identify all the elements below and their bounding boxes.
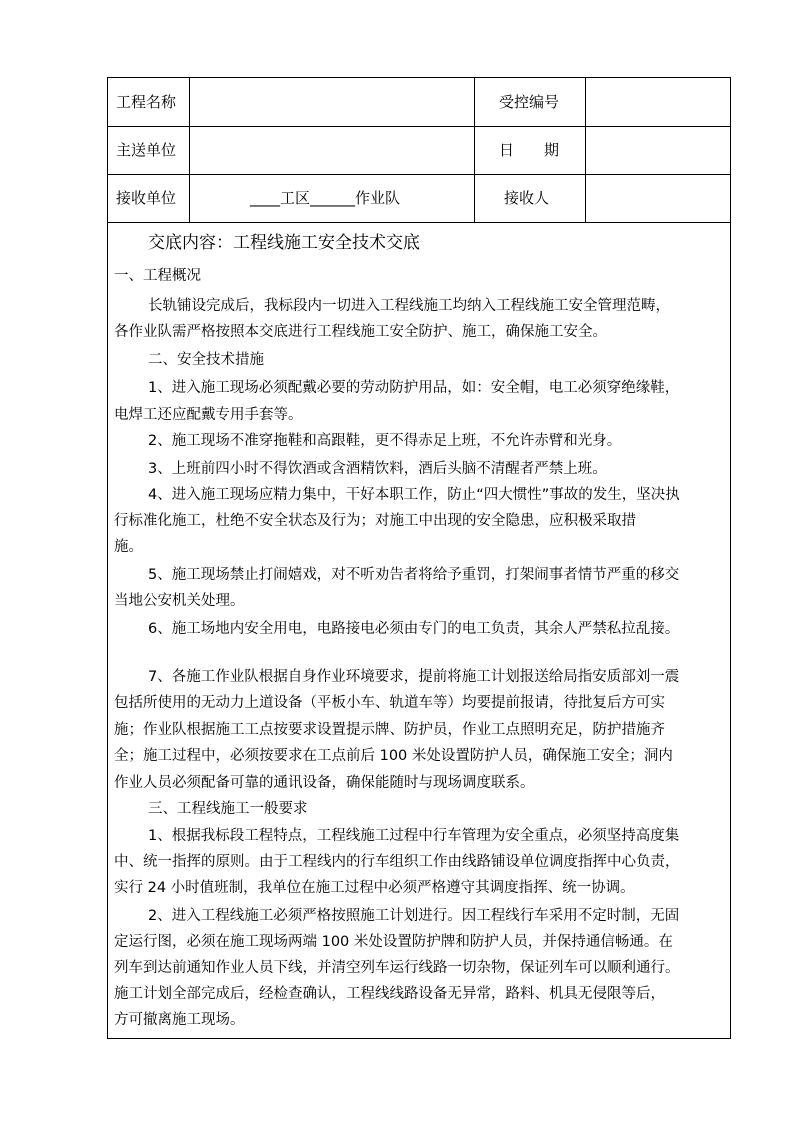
paragraph-line: 2、进入工程线施工必须严格按照施工计划进行。因工程线行车采用不定时制，无固 <box>148 908 680 924</box>
row-divider <box>108 222 730 223</box>
paragraph-line: 1、根据我标段工程特点，工程线施工过程中行车管理为安全重点，必须坚持高度集 <box>148 828 680 844</box>
paragraph-line: 7、各施工作业队根据自身作业环境要求，提前将施工计划报送给局指安质部刘一震 <box>148 669 680 685</box>
column-divider <box>189 78 190 222</box>
section-heading: 一、工程概况 <box>114 268 201 284</box>
receiver-label: 接收人 <box>504 189 550 207</box>
column-divider <box>474 78 475 222</box>
project-name-label: 工程名称 <box>116 93 177 111</box>
row-divider <box>108 174 730 175</box>
paragraph-line: 列车到达前通知作业人员下线，并清空列车运行线路一切杂物，保证列车可以顺利通行。 <box>114 960 680 976</box>
section-heading: 二、安全技术措施 <box>148 352 264 368</box>
receive-unit-value[interactable]: ____工区______作业队 <box>250 189 401 207</box>
paragraph-line: 6、施工场地内安全用电，电路接电必须由专门的电工负责，其余人严禁私拉乱接。 <box>148 621 680 637</box>
paragraph-line: 2、施工现场不准穿拖鞋和高跟鞋，更不得赤足上班，不允许赤臂和光身。 <box>148 433 622 449</box>
paragraph-line: 施工计划全部完成后，经检查确认，工程线线路设备无异常，路料、机具无侵限等后， <box>114 986 665 1002</box>
date-label: 日 期 <box>499 141 560 159</box>
paragraph-line: 包括所使用的无动力上道设备（平板小车、轨道车等）均要提前报请，待批复后方可实 <box>114 695 665 711</box>
paragraph-line: 作业人员必须配备可靠的通讯设备，确保能随时与现场调度联系。 <box>114 775 535 791</box>
paragraph-line: 4、进入施工现场应精力集中，干好本职工作，防止“四大惯性”事故的发生，坚决执 <box>148 487 680 503</box>
paragraph-line: 施。 <box>114 539 143 555</box>
receive-unit-label: 接收单位 <box>116 189 177 207</box>
paragraph-line: 定运行图，必须在施工现场两端 100 米处设置防护牌和防护人员，并保持通信畅通。在 <box>114 934 673 950</box>
paragraph-line: 1、进入施工现场必须配戴必要的劳动防护用品，如：安全帽，电工必须穿绝缘鞋， <box>148 380 680 396</box>
content-title: 交底内容：工程线施工安全技术交底 <box>148 233 420 253</box>
safety-briefing-form <box>107 77 731 1039</box>
paragraph-line: 行标准化施工，杜绝不安全状态及行为；对施工中出现的安全隐患，应积极采取措 <box>114 513 636 529</box>
section-heading: 三、工程线施工一般要求 <box>148 801 308 817</box>
paragraph-line: 方可撤离施工现场。 <box>114 1012 245 1028</box>
send-unit-label: 主送单位 <box>116 141 177 159</box>
paragraph-line: 长轨铺设完成后，我标段内一切进入工程线施工均纳入工程线施工安全管理范畴， <box>148 298 670 314</box>
paragraph-line: 施；作业队根据施工工点按要求设置提示牌、防护员，作业工点照明充足，防护措施齐 <box>114 722 665 738</box>
row-divider <box>108 126 730 127</box>
control-number-label: 受控编号 <box>499 93 560 111</box>
paragraph-line: 3、上班前四小时不得饮酒或含酒精饮料，酒后头脑不清醒者严禁上班。 <box>148 461 607 477</box>
paragraph-line: 实行 24 小时值班制，我单位在施工过程中必须严格遵守其调度指挥、统一协调。 <box>114 880 635 896</box>
paragraph-line: 中、统一指挥的原则。由于工程线内的行车组织工作由线路铺设单位调度指挥中心负责， <box>114 854 680 870</box>
paragraph-line: 电焊工还应配戴专用手套等。 <box>114 407 303 423</box>
column-divider <box>585 78 586 222</box>
paragraph-line: 全；施工过程中，必须按要求在工点前后 100 米处设置防护人员，确保施工安全；洞内 <box>114 748 673 764</box>
paragraph-line: 5、施工现场禁止打闹嬉戏，对不听劝告者将给予重罚，打架闹事者情节严重的移交 <box>148 567 680 583</box>
paragraph-line: 当地公安机关处理。 <box>114 593 245 609</box>
paragraph-line: 各作业队需严格按照本交底进行工程线施工安全防护、施工，确保施工安全。 <box>114 324 607 340</box>
